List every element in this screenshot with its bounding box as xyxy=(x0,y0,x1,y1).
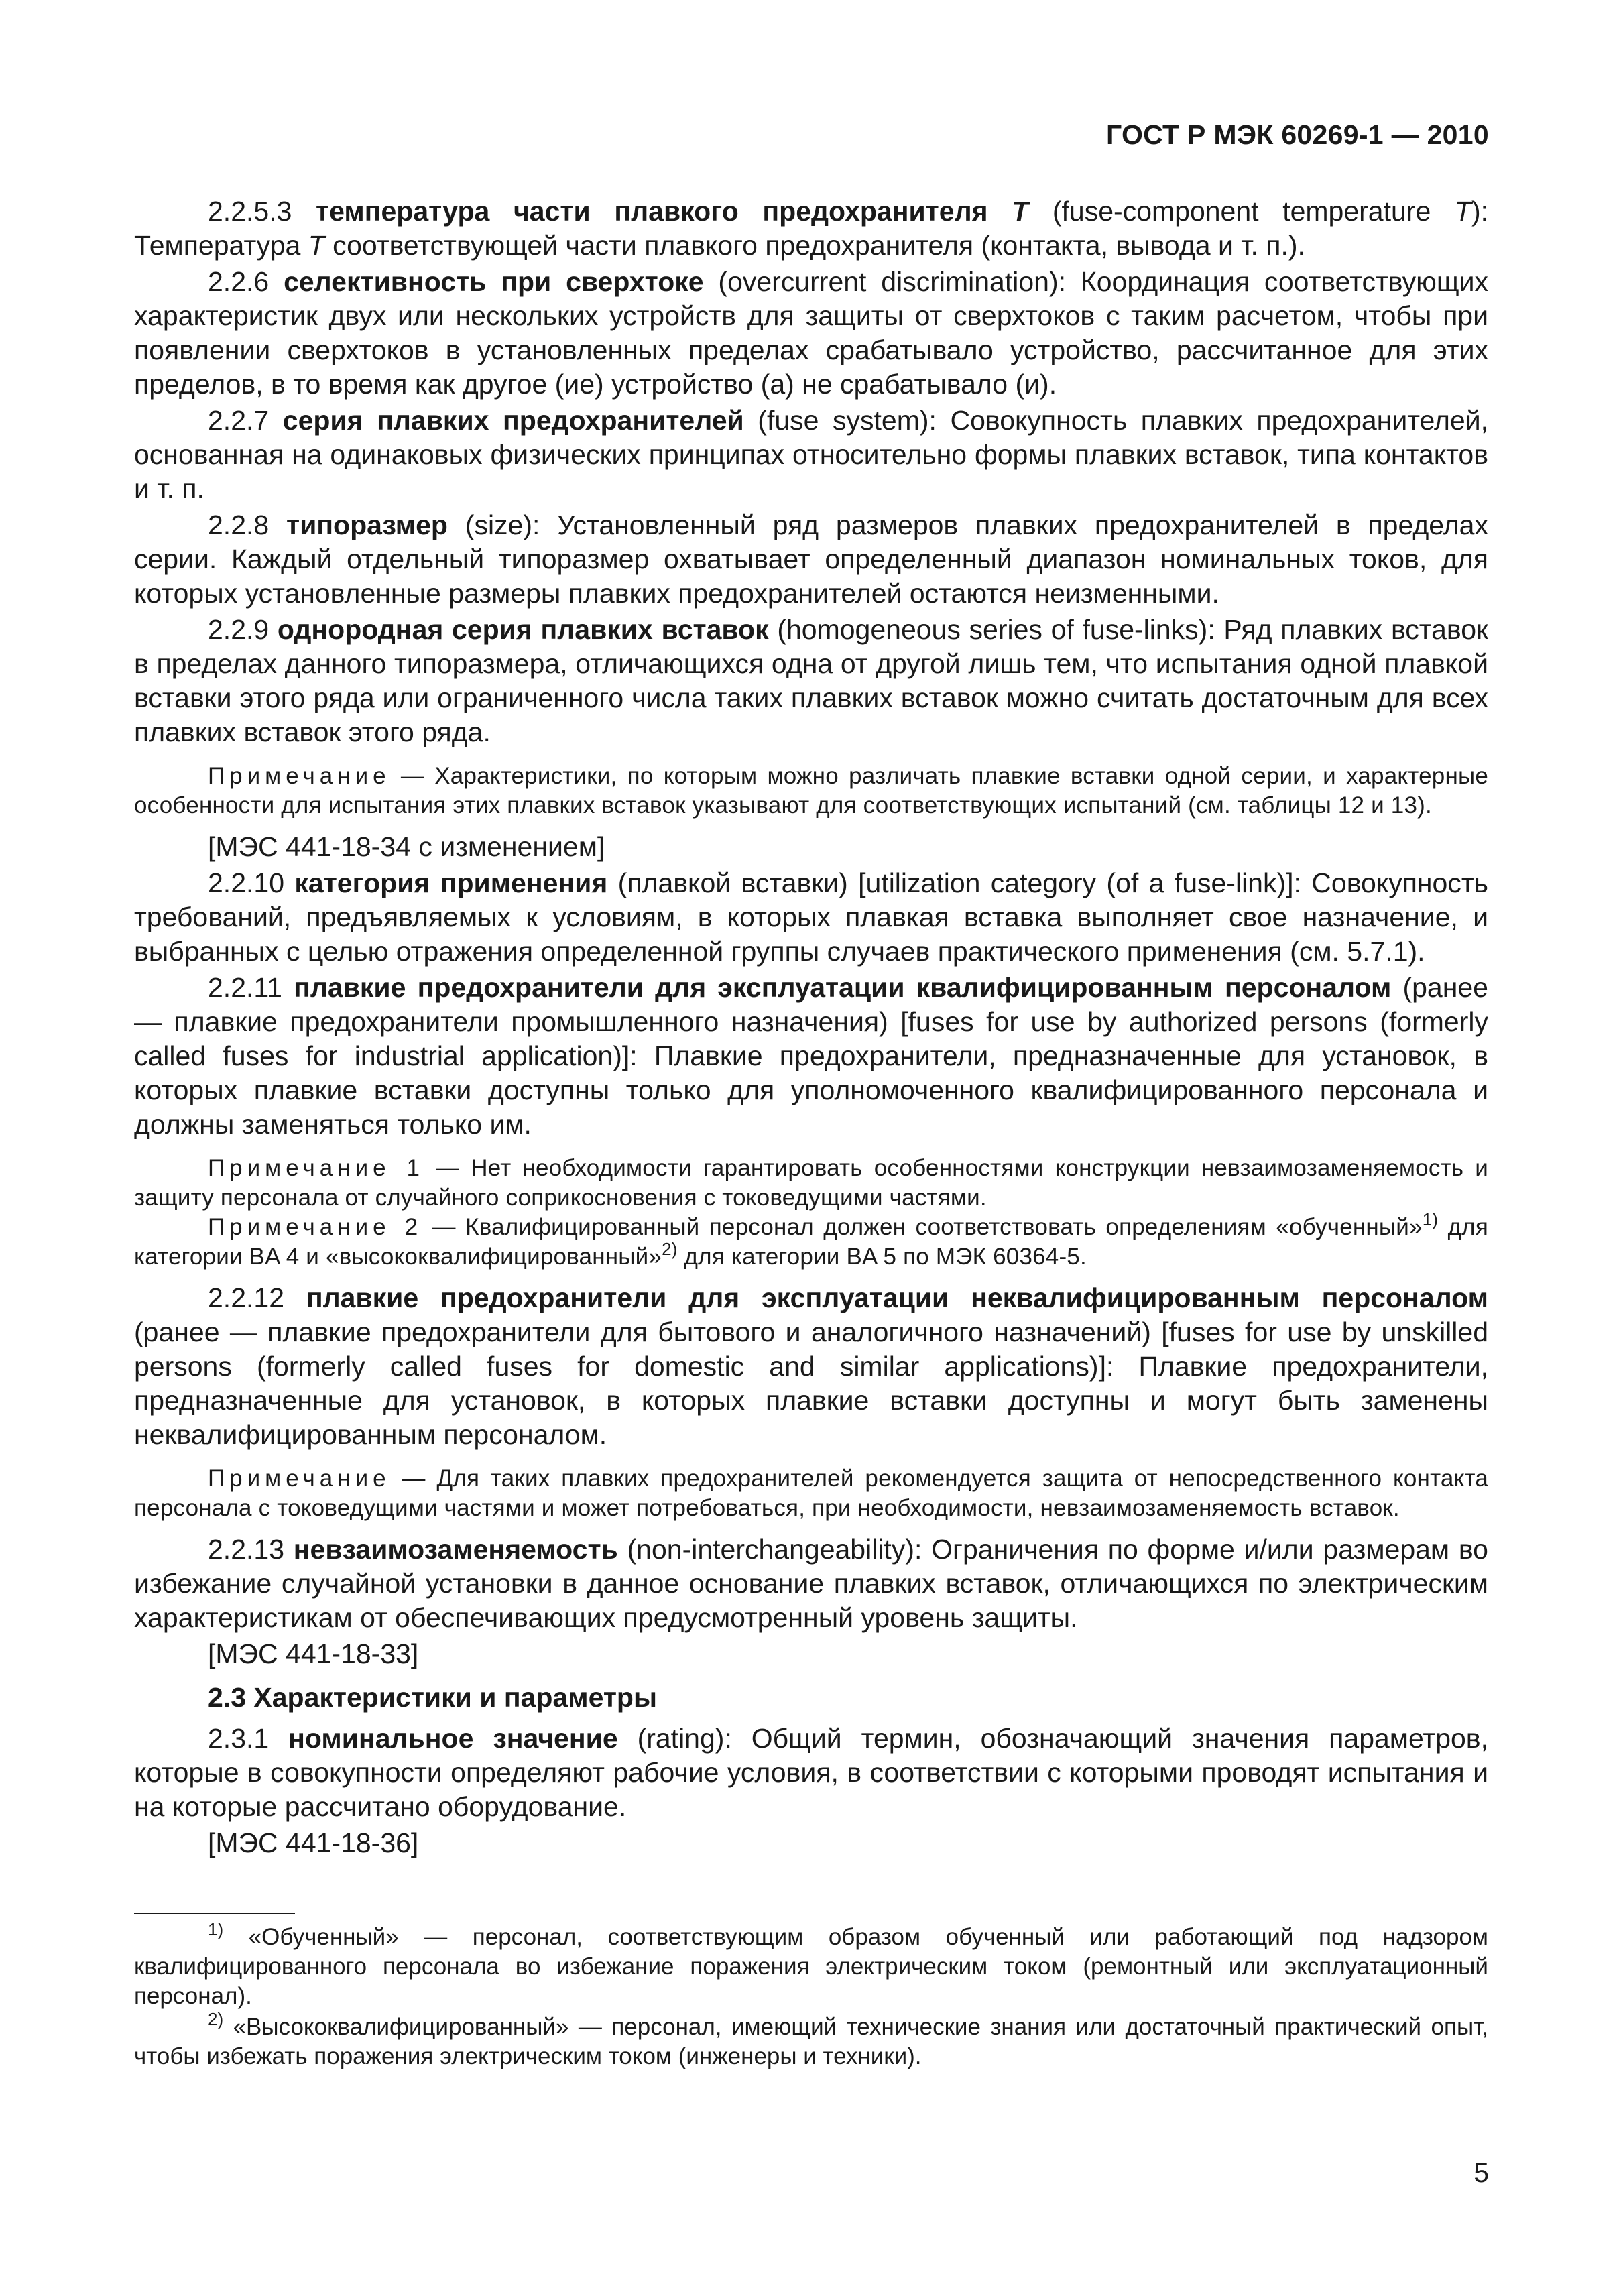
note-text: для категории BA 4 и «высококвалифицированный» xyxy=(134,1214,1488,1270)
clause-number: 2.2.6 xyxy=(208,266,284,297)
footnote-ref[interactable]: 1) xyxy=(1422,1209,1439,1229)
footnote-text: «Обученный» — персонал, соответствующим образом обученный или работающий под надзором квалифицированного персонала во избежание поражения электрическим током (ремонтный или эксплуатационный персонал). xyxy=(134,1924,1488,2009)
clause-2-2-6 xyxy=(134,265,1488,402)
definition-text: (rating): Общий термин, обозначающий значения параметров, которые в совокупности определяют рабочие условия, в соответствии с которыми проводят испытания и на которые рассчитано оборудование. xyxy=(134,1723,1488,1822)
term: типоразмер xyxy=(286,509,448,540)
definition-text: (ранее — плавкие предохранители промышленного назначения) [fuses for use by authorized persons (formerly called fuses for industrial application)]: Плавкие предохранители, предназначенные для установок, в которых плавкие вставки доступны только для уполномоченного квалифицированного персонала и должны заменяться только им. xyxy=(134,972,1488,1140)
term: невзаимозаменяемость xyxy=(293,1534,618,1565)
clause-2-3-1 xyxy=(134,1721,1488,1824)
page-number: 5 xyxy=(1474,2157,1489,2188)
definition-text: (non-interchangeability): Ограничения по форме и/или размерам во избежание случайной установки в данное основание плавких вставок, отличающихся по электрическим характеристикам от обеспечивающих предусмотренный уровень защиты. xyxy=(134,1534,1488,1633)
note-label: Примечание xyxy=(208,763,391,789)
clause-number: 2.2.5.3 xyxy=(208,196,316,227)
symbol: T xyxy=(1012,196,1029,227)
clause-2-2-8 xyxy=(134,508,1488,611)
clause-number: 2.2.8 xyxy=(208,509,286,540)
definition-text: (плавкой вставки) [utilization category (of a fuse-link)]: Совокупность требований, предъявляемых к условиям, в которых плавкая вставка выполняет свое назначение, и выбранных с целью отражения определенной группы случаев практического применения (см. 5.7.1). xyxy=(134,867,1489,967)
note xyxy=(134,762,1488,821)
footnotes xyxy=(134,1919,1488,2073)
note-text: — Квалифицированный персонал должен соответствовать определениям «обученный» xyxy=(422,1214,1423,1240)
term: селективность при сверхтоке xyxy=(284,266,704,297)
note xyxy=(134,1154,1488,1213)
term: серия плавких предохранителей xyxy=(282,405,744,436)
clause-number: 2.2.9 xyxy=(208,614,278,645)
note-label: Примечание 1 xyxy=(208,1155,424,1181)
clause-2-2-10 xyxy=(134,866,1488,969)
clause-2-2-12 xyxy=(134,1281,1488,1452)
reference: [МЭС 441-18-34 с изменением] xyxy=(208,831,605,862)
text: ): Температура xyxy=(134,196,1488,261)
note-text: — Характеристики, по которым можно различать плавкие вставки одной серии, и характерные особенности для испытания этих плавких вставок указывают для соответствующих испытаний (см. таблицы 12 и 13). xyxy=(134,763,1488,819)
term: однородная серия плавких вставок xyxy=(277,614,769,645)
main-content xyxy=(134,194,1488,1862)
footnote xyxy=(134,1919,1488,2011)
note xyxy=(134,1464,1488,1523)
clause-number: 2.2.10 xyxy=(208,867,295,898)
footnote-mark: 2) xyxy=(208,2009,224,2029)
footnote-mark: 1) xyxy=(208,1919,224,1939)
definition-text: (size): Установленный ряд размеров плавких предохранителей в пределах серии. Каждый отдельный типоразмер охватывает определенный диапазон номинальных токов, для которых установленные размеры плавких предохранителей остаются неизменными. xyxy=(134,509,1488,609)
note-text: для категории BA 5 по МЭК 60364-5. xyxy=(677,1244,1087,1270)
note-text: — Нет необходимости гарантировать особенностями конструкции невзаимозаменяемость и защиту персонала от случайного соприкосновения с токоведущими частями. xyxy=(134,1155,1488,1211)
clause-number: 2.2.7 xyxy=(208,405,283,436)
clause-2-2-7 xyxy=(134,404,1488,506)
footnote-divider xyxy=(134,1913,295,1914)
term: плавкие предохранители для эксплуатации неквалифицированным персоналом xyxy=(306,1282,1488,1313)
definition-text: (fuse system): Совокупность плавких предохранителей, основанная на одинаковых физических принципах относительно формы плавких вставок, типа контактов и т. п. xyxy=(134,405,1488,504)
symbol: T xyxy=(1454,196,1471,227)
footnote xyxy=(134,2009,1488,2071)
definition-text: (homogeneous series of fuse-links): Ряд плавких вставок в пределах данного типоразмера, отличающихся одна от другой лишь тем, что испытания одной плавкой вставки этого ряда или ограниченного числа таких плавких вставок можно считать достаточным для всех плавких вставок этого ряда. xyxy=(134,614,1488,747)
clause-2-2-13 xyxy=(134,1532,1488,1635)
definition-text: (overcurrent discrimination): Координация соответствующих характеристик двух или нескольких устройств для защиты от сверхтоков с таким расчетом, чтобы при появлении сверхтоков в установленных пределах срабатывало устройство, рассчитанное для этих пределов, в то время как другое (ие) устройство (а) не срабатывало (и). xyxy=(134,266,1488,400)
clause-number: 2.2.13 xyxy=(208,1534,294,1565)
text: (fuse-component temperature xyxy=(1028,196,1455,227)
document-header: ГОСТ Р МЭК 60269-1 — 2010 xyxy=(1105,119,1489,150)
symbol: T xyxy=(308,230,325,261)
definition-text: (ранее — плавкие предохранители для бытового и аналогичного назначений) [fuses for use by unskilled persons (formerly called fuses for domestic and similar applications)]: Плавкие предохранители, предназначенные для установок, в которых плавкие вставки доступны и могут быть заменены неквалифицированным персоналом. xyxy=(134,1317,1488,1450)
reference: [МЭС 441-18-36] xyxy=(208,1827,419,1858)
clause-number: 2.2.11 xyxy=(208,972,294,1003)
clause-2-2-5-3 xyxy=(134,194,1488,263)
term: категория применения xyxy=(294,867,608,898)
term: плавкие предохранители для эксплуатации квалифицированным персоналом xyxy=(294,972,1392,1003)
clause-2-2-11 xyxy=(134,971,1488,1142)
footnote-ref[interactable]: 2) xyxy=(662,1239,678,1259)
term: номинальное значение xyxy=(288,1723,618,1754)
note-label: Примечание 2 xyxy=(208,1214,423,1240)
term: температура части плавкого предохранителя xyxy=(316,196,1012,227)
note xyxy=(134,1209,1488,1272)
clause-2-2-9 xyxy=(134,613,1488,749)
clause-number: 2.3.1 xyxy=(208,1723,289,1754)
section-heading: 2.3 Характеристики и параметры xyxy=(208,1682,657,1713)
note-text: — Для таких плавких предохранителей рекомендуется защита от непосредственного контакта персонала с токоведущими частями и может потребоваться, при необходимости, невзаимозаменяемость вставок. xyxy=(134,1465,1488,1521)
clause-number: 2.2.12 xyxy=(208,1282,306,1313)
footnote-text: «Высококвалифицированный» — персонал, имеющий технические знания или достаточный практический опыт, чтобы избежать поражения электрическим током (инженеры и техники). xyxy=(134,2014,1488,2069)
reference: [МЭС 441-18-33] xyxy=(208,1638,419,1669)
text: соответствующей части плавкого предохранителя (контакта, вывода и т. п.). xyxy=(324,230,1305,261)
note-label: Примечание xyxy=(208,1465,391,1492)
